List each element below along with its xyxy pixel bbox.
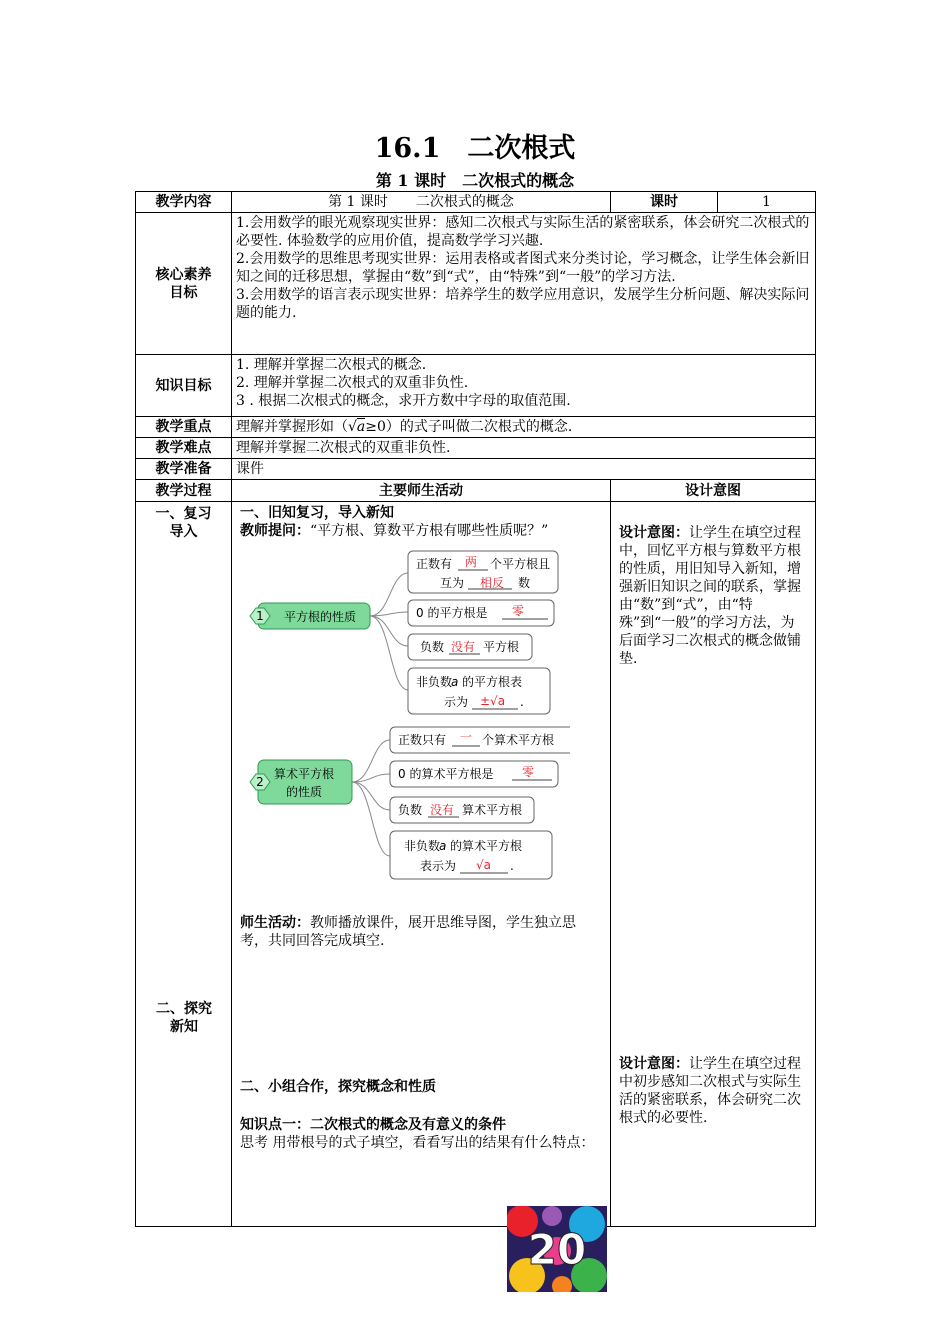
core-goal-3: 3.会用数学的语言表示现实世界：培养学生的数学应用意识，发展学生分析问题、解决实际问题的能力. bbox=[236, 287, 810, 321]
mindmap2-center-1: 算术平方根 bbox=[273, 767, 335, 781]
core-goal-2: 2.会用数学的思维思考现实世界：运用表格或者图式来分类讨论，学习概念，让学生体会新旧知之间的迁移思想，掌握由“数”到“式”，由“特殊”到“一般”的学习方法. bbox=[236, 251, 810, 285]
activity-column bbox=[232, 502, 611, 1227]
m2b1ans: 一 bbox=[460, 730, 473, 744]
teacher-student-activity: 师生活动：教师播放课件，展开思维导图，学生独立思考，共同回答完成填空. bbox=[240, 915, 576, 949]
table-row bbox=[136, 502, 816, 1227]
radicand: a bbox=[356, 419, 366, 435]
m2b4d: . bbox=[510, 859, 514, 873]
table-row bbox=[136, 480, 816, 502]
m2b1a: 正数只有 bbox=[398, 733, 447, 747]
heading-group-work: 二、小组合作，探究概念和性质 bbox=[240, 1079, 436, 1095]
b4ans: ±√a bbox=[480, 694, 506, 708]
m2b2ans: 零 bbox=[522, 765, 535, 779]
teacher-question: 教师提问：“平方根、算数平方根有哪些性质呢？” bbox=[240, 523, 549, 539]
page-title: 16.1 二次根式 bbox=[374, 133, 576, 164]
intent-1: 设计意图：让学生在填空过程中，回忆平方根与算数平方根的性质，用旧知导入新知，增强新旧知识之间的联系，掌握由“数”到“式”，由“特殊”到“一般”的学习方法，为后面学习二次根式的概念做铺垫. bbox=[619, 525, 801, 667]
mindmap1-center-label: 平方根的性质 bbox=[283, 610, 357, 624]
b1ans2: 相反 bbox=[480, 576, 505, 590]
knowledge-goal-2: 2. 理解并掌握二次根式的双重非负性. bbox=[236, 375, 469, 391]
label-core-literacy: 核心素养 目标 bbox=[136, 213, 232, 355]
b3ans: 没有 bbox=[451, 640, 476, 654]
content-value: 第 1 课时 二次根式的概念 bbox=[232, 192, 611, 213]
mindmap2-center-2: 的性质 bbox=[285, 785, 323, 799]
core-goals bbox=[232, 213, 816, 355]
think-prompt: 思考 用带根号的式子填空，看看写出的结果有什么特点： bbox=[240, 1135, 595, 1151]
m2b3ans: 没有 bbox=[430, 803, 455, 817]
knowledge-goals bbox=[232, 355, 816, 417]
b4d: . bbox=[520, 695, 524, 709]
label-prep: 教学准备 bbox=[136, 459, 232, 480]
m2b4b: 的算术平方根 bbox=[450, 839, 523, 853]
lesson-plan-table bbox=[135, 191, 816, 1227]
b1ans1: 两 bbox=[465, 555, 478, 569]
core-goal-1: 1.会用数学的眼光观察现实世界：感知二次根式与实际生活的紧密联系，体会研究二次根式的必要性. 体验数学的应用价值，提高数学学习兴趣. bbox=[236, 215, 810, 249]
table-row bbox=[136, 213, 816, 355]
stage-review: 一、复习 导入 bbox=[155, 506, 212, 540]
key-point-before: 理解并掌握形如（ bbox=[236, 419, 348, 435]
label-process: 教学过程 bbox=[136, 480, 232, 502]
b1d: 数 bbox=[518, 576, 531, 590]
m2b1b: 个算术平方根 bbox=[482, 733, 555, 747]
knowledge-goal-3: 3 . 根据二次根式的概念，求开方数中字母的取值范围. bbox=[236, 393, 571, 409]
sqrt-symbol: √ bbox=[348, 419, 357, 435]
m2b4var: a bbox=[439, 839, 447, 853]
m2b4ans: √a bbox=[476, 858, 491, 872]
hours-value: 1 bbox=[718, 192, 816, 213]
label-knowledge: 知识目标 bbox=[136, 355, 232, 417]
m2b3b: 算术平方根 bbox=[462, 803, 523, 817]
b1b: 个平方根且 bbox=[490, 557, 551, 571]
knowledge-point-1: 知识点一：二次根式的概念及有意义的条件 bbox=[240, 1117, 506, 1133]
stage-column bbox=[136, 502, 232, 1227]
label-hours: 课时 bbox=[611, 192, 718, 213]
b2ans: 零 bbox=[512, 604, 525, 618]
heading-review: 一、旧知复习，导入新知 bbox=[240, 505, 394, 521]
m2b4a: 非负数 bbox=[404, 839, 441, 853]
table-row bbox=[136, 192, 816, 213]
table-row bbox=[136, 417, 816, 438]
b4a: 非负数 bbox=[416, 675, 453, 689]
intent-column bbox=[611, 502, 816, 1227]
mindmap-square-root bbox=[240, 550, 570, 720]
b1a: 正数有 bbox=[416, 557, 453, 571]
key-point bbox=[232, 417, 816, 438]
difficulty-value: 理解并掌握二次根式的双重非负性. bbox=[232, 438, 816, 459]
m2b3a: 负数 bbox=[398, 803, 423, 817]
b4b: 的平方根表 bbox=[462, 675, 523, 689]
table-row bbox=[136, 459, 816, 480]
page-subtitle: 第 1 课时 二次根式的概念 bbox=[375, 171, 575, 190]
intent-2: 设计意图：让学生在填空过程中初步感知二次根式与实际生活的紧密联系，体会研究二次根式的必要性. bbox=[619, 1056, 801, 1126]
b1c: 互为 bbox=[440, 576, 465, 590]
m2b4c: 表示为 bbox=[420, 859, 457, 873]
stage-explore: 二、探究 新知 bbox=[156, 1001, 212, 1035]
b3a: 负数 bbox=[420, 640, 445, 654]
table-row bbox=[136, 355, 816, 417]
header-intent: 设计意图 bbox=[611, 480, 816, 502]
b3b: 平方根 bbox=[483, 640, 520, 654]
mindmap2-number: 2 bbox=[256, 775, 264, 789]
table-row bbox=[136, 438, 816, 459]
mindmap-arithmetic-root bbox=[240, 726, 570, 890]
b4var: a bbox=[451, 675, 459, 689]
m2b2a: 0 的算术平方根是 bbox=[398, 767, 494, 781]
logo-image bbox=[507, 1206, 607, 1292]
label-content: 教学内容 bbox=[136, 192, 232, 213]
prep-value: 课件 bbox=[232, 459, 816, 480]
label-difficulty: 教学难点 bbox=[136, 438, 232, 459]
knowledge-goal-1: 1. 理解并掌握二次根式的概念. bbox=[236, 357, 427, 373]
b2a: 0 的平方根是 bbox=[416, 606, 488, 620]
label-key-point: 教学重点 bbox=[136, 417, 232, 438]
mindmap1-number: 1 bbox=[256, 609, 264, 623]
logo-text: 20 bbox=[527, 1225, 587, 1274]
b4c: 示为 bbox=[444, 695, 469, 709]
key-point-after: ≥0）的式子叫做二次根式的概念. bbox=[365, 419, 573, 435]
header-activity: 主要师生活动 bbox=[232, 480, 611, 502]
